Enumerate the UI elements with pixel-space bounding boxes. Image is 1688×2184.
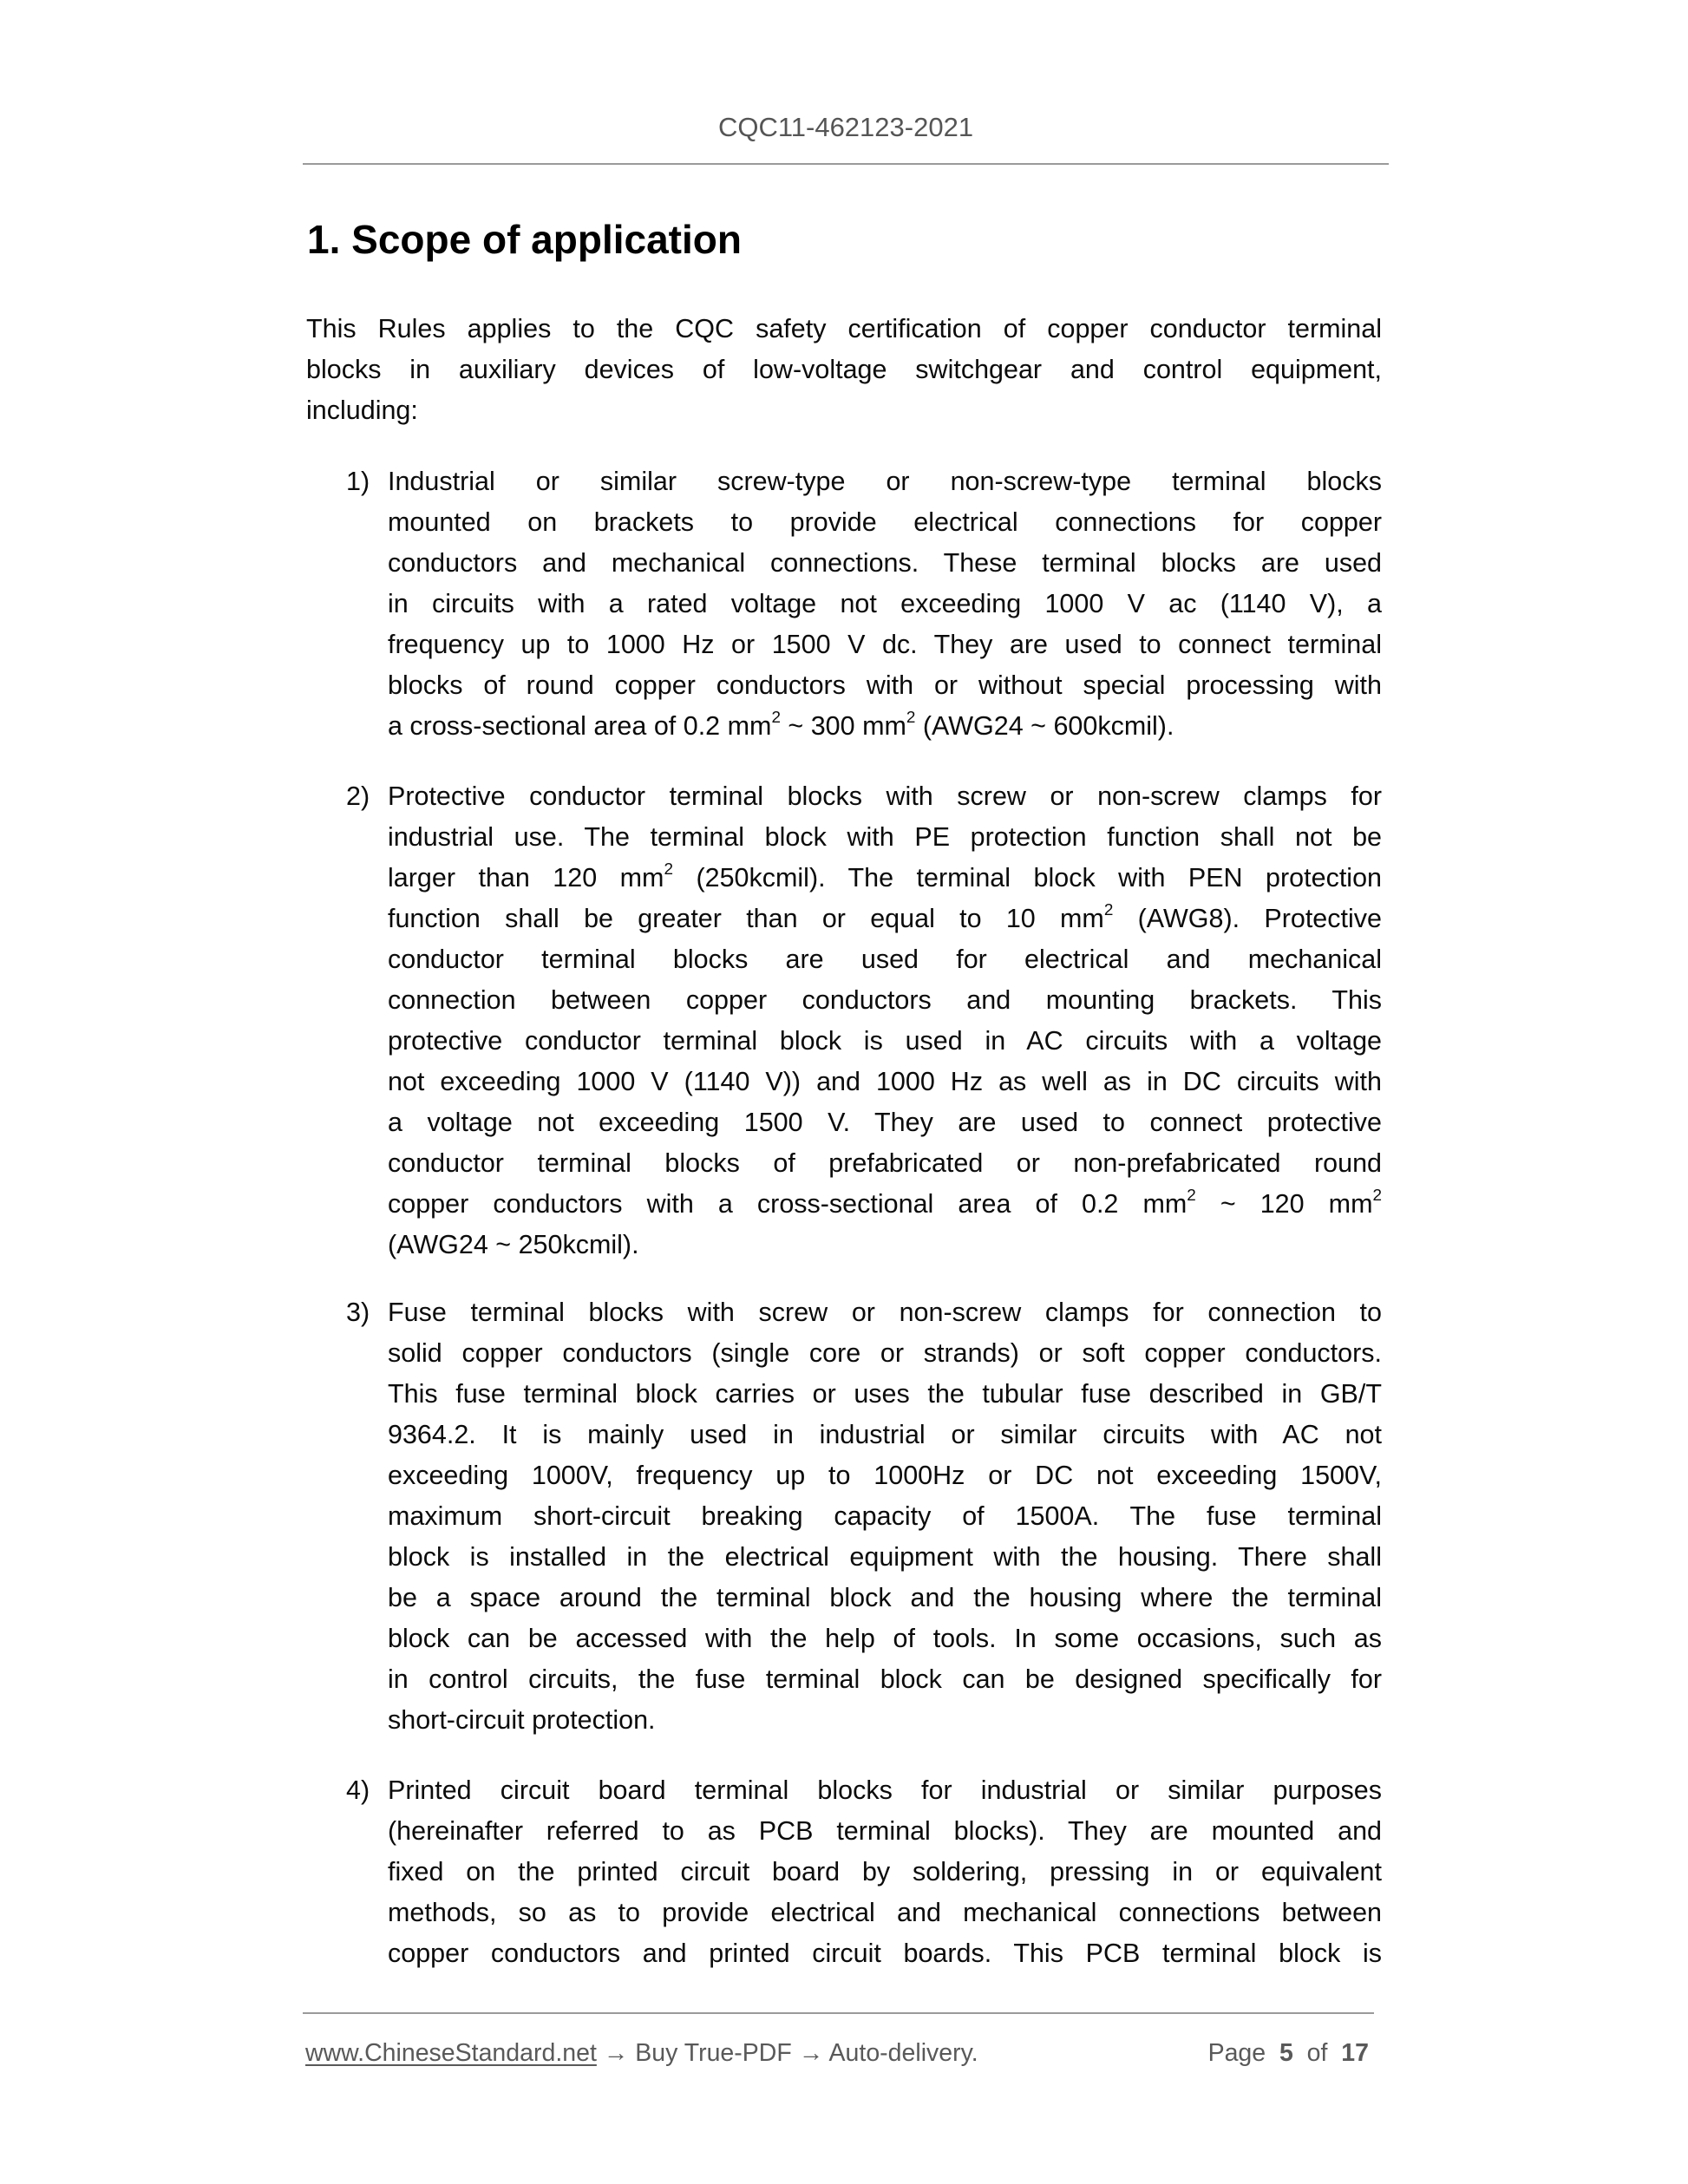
list-item-number: 3) <box>346 1298 370 1327</box>
text-line: 9364.2. It is mainly used in industrial or similar circuits with AC not <box>388 1420 1382 1449</box>
arrow-right-icon: → <box>798 2039 824 2067</box>
text-line: (AWG24 ~ 250kcmil). <box>388 1230 639 1259</box>
text-line: maximum short-circuit breaking capacity of 1500A. The fuse terminal <box>388 1501 1382 1531</box>
text-line: including: <box>306 396 418 425</box>
text-line: This Rules applies to the CQC safety certification of copper conductor terminal <box>306 314 1382 343</box>
superscript-2: 2 <box>771 709 781 728</box>
list-item-body <box>388 776 1382 1265</box>
text-line: Printed circuit board terminal blocks for industrial or similar purposes <box>388 1775 1382 1805</box>
text-line: block can be accessed with the help of tools. In some occasions, such as <box>388 1624 1382 1653</box>
text-line: exceeding 1000V, frequency up to 1000Hz or DC not exceeding 1500V, <box>388 1461 1382 1490</box>
superscript-2: 2 <box>1187 1187 1196 1206</box>
text-line: This fuse terminal block carries or uses the tubular fuse described in GB/T <box>388 1379 1382 1409</box>
page-current: 5 <box>1279 2039 1293 2067</box>
text-line: industrial use. The terminal block with PE protection function shall not be <box>388 822 1382 852</box>
footer-divider <box>303 2012 1374 2014</box>
text-line: function shall be greater than or equal to 10 $mm^2$ (AWG8). Protective <box>388 901 1382 933</box>
text-line: (hereinafter referred to as PCB terminal blocks). They are mounted and <box>388 1816 1382 1846</box>
text-line: mounted on brackets to provide electrical connections for copper <box>388 507 1382 537</box>
page-label: Page <box>1207 2039 1266 2067</box>
text-line: not exceeding 1000 V (1140 V)) and 1000 Hz as well as in DC circuits with <box>388 1067 1382 1096</box>
buy-true-pdf-text: Buy True-PDF <box>635 2039 792 2067</box>
text-line: conductor terminal blocks of prefabricated or non-prefabricated round <box>388 1148 1382 1178</box>
text-line: be a space around the terminal block and the housing where the terminal <box>388 1583 1382 1612</box>
text-line: protective conductor terminal block is used in AC circuits with a voltage <box>388 1026 1382 1056</box>
text-line: a voltage not exceeding 1500 V. They are used to connect protective <box>388 1108 1382 1137</box>
document-id-header: CQC11-462123-2021 <box>717 112 974 142</box>
page-footer <box>305 2039 1371 2067</box>
header-divider <box>303 163 1389 165</box>
chinesestandard-link[interactable]: www.ChineseStandard.net <box>305 2039 597 2067</box>
intro-paragraph <box>306 309 1382 431</box>
list-item-body <box>388 1770 1382 1974</box>
text-line: Industrial or similar screw-type or non-screw-type terminal blocks <box>388 467 1382 496</box>
auto-delivery-text: Auto-delivery. <box>828 2039 978 2067</box>
list-item-number: 4) <box>346 1775 370 1805</box>
list-item-body <box>388 1292 1382 1741</box>
text-line: fixed on the printed circuit board by soldering, pressing in or equivalent <box>388 1857 1382 1886</box>
text-line: Protective conductor terminal blocks with screw or non-screw clamps for <box>388 781 1382 811</box>
text-line: blocks of round copper conductors with or without special processing with <box>388 670 1382 700</box>
text-line: frequency up to 1000 Hz or 1500 V dc. They are used to connect terminal <box>388 630 1382 659</box>
list-item-number: 2) <box>346 781 370 811</box>
list-item-body <box>388 461 1382 747</box>
text-line: in circuits with a rated voltage not exceeding 1000 V ac (1140 V), a <box>388 589 1382 618</box>
page-total: 17 <box>1341 2039 1369 2067</box>
section-heading: 1. Scope of application <box>307 217 742 262</box>
text-line: copper conductors with a cross-sectional area of 0.2 $mm^2$ ~ 120 $mm^2$ <box>388 1187 1382 1219</box>
text-line: block is installed in the electrical equipment with the housing. There shall <box>388 1542 1382 1572</box>
text-line: conductor terminal blocks are used for electrical and mechanical <box>388 945 1382 974</box>
text-line: a cross-sectional area of 0.2 $mm^2$ ~ 300 $mm^2$ (AWG24 ~ 600kcmil). <box>388 709 1174 741</box>
arrow-right-icon: → <box>603 2039 629 2067</box>
text-line: in control circuits, the fuse terminal block can be designed specifically for <box>388 1664 1382 1694</box>
text-line: blocks in auxiliary devices of low-voltage switchgear and control equipment, <box>306 355 1382 384</box>
text-line: methods, so as to provide electrical and mechanical connections between <box>388 1898 1382 1927</box>
text-line: conductors and mechanical connections. These terminal blocks are used <box>388 548 1382 578</box>
text-line: Fuse terminal blocks with screw or non-screw clamps for connection to <box>388 1298 1382 1327</box>
text-line: solid copper conductors (single core or strands) or soft copper conductors. <box>388 1338 1382 1368</box>
text-line: copper conductors and printed circuit boards. This PCB terminal block is <box>388 1939 1382 1968</box>
text-line: connection between copper conductors and mounting brackets. This <box>388 985 1382 1015</box>
page-indicator <box>1208 2039 1369 2067</box>
text-line: larger than 120 $mm^2$ (250kcmil). The terminal block with PEN protection <box>388 860 1383 893</box>
page-of: of <box>1306 2039 1328 2067</box>
superscript-2: 2 <box>1372 1187 1382 1206</box>
superscript-2: 2 <box>664 860 673 879</box>
superscript-2: 2 <box>906 709 916 728</box>
text-line: short-circuit protection. <box>388 1705 656 1735</box>
list-item-number: 1) <box>346 467 370 496</box>
superscript-2: 2 <box>1103 901 1114 920</box>
